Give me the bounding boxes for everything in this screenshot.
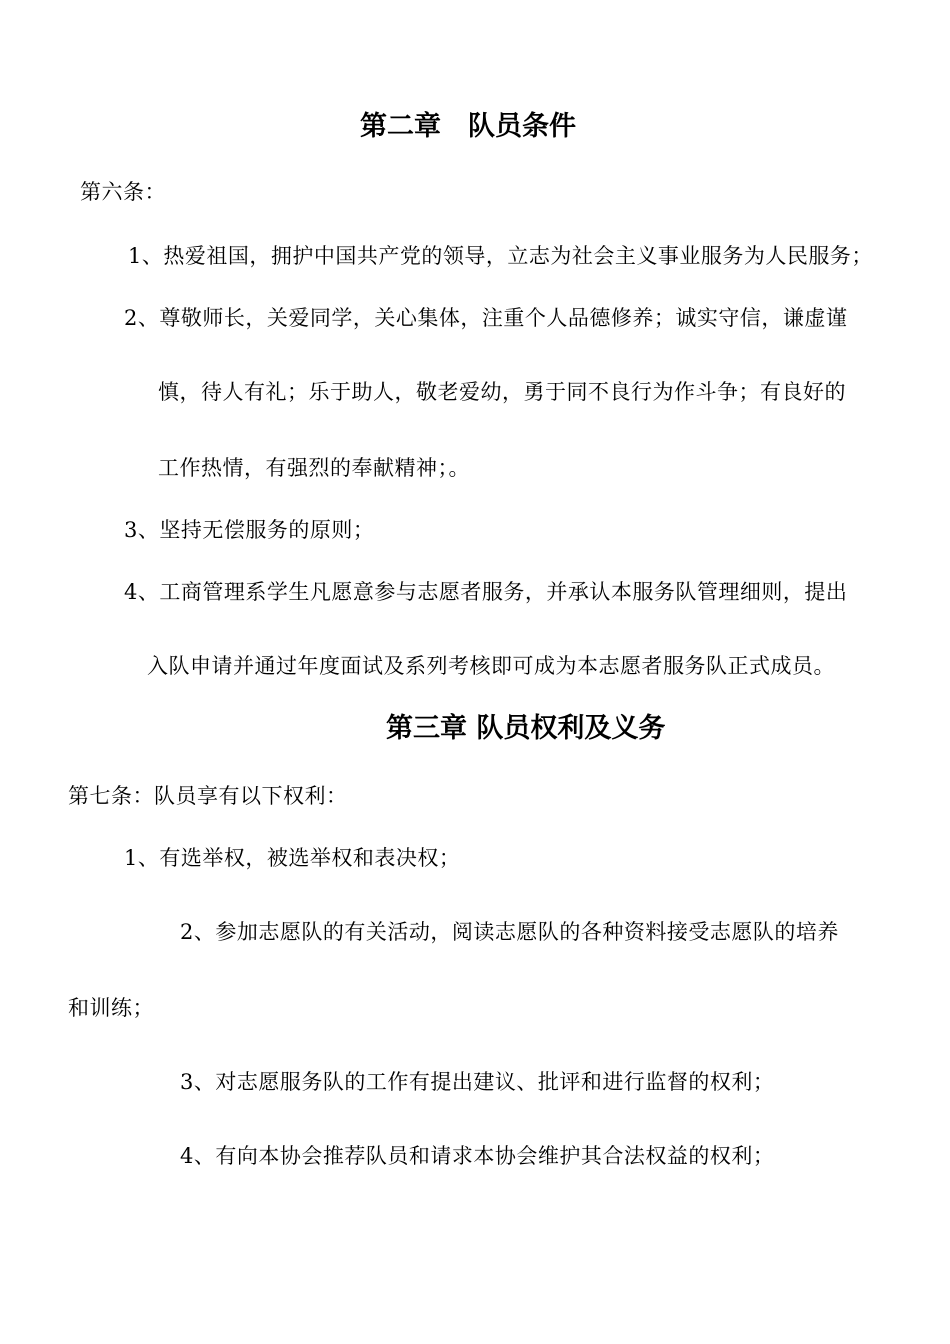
chapter-3-title: 第三章 队员权利及义务 — [386, 713, 666, 744]
article-6-item-3: 3、坚持无偿服务的原则； — [124, 518, 375, 542]
article-6-item-2-line-3: 工作热情，有强烈的奉献精神；。 — [158, 456, 470, 480]
article-7-item-2-line-2: 和训练； — [68, 996, 154, 1020]
article-7-item-4: 4、有向本协会推荐队员和请求本协会维护其合法权益的权利； — [180, 1144, 775, 1168]
article-7-item-3: 3、对志愿服务队的工作有提出建议、批评和进行监督的权利； — [180, 1070, 775, 1094]
article-6-item-4-line-1: 4、工商管理系学生凡愿意参与志愿者服务，并承认本服务队管理细则，提出 — [124, 580, 848, 604]
article-7-item-1: 1、有选举权，被选举权和表决权； — [124, 846, 461, 870]
article-7-item-2-line-1: 2、参加志愿队的有关活动，阅读志愿队的各种资料接受志愿队的培养 — [180, 920, 839, 944]
chapter-2-title: 第二章 队员条件 — [360, 111, 576, 142]
article-6-item-2-line-2: 慎，待人有礼；乐于助人，敬老爱幼，勇于同不良行为作斗争；有良好的 — [158, 380, 846, 404]
article-6-item-1: 1、热爱祖国，拥护中国共产党的领导，立志为社会主义事业服务为人民服务； — [128, 244, 873, 268]
article-6-item-4-line-2: 入队申请并通过年度面试及系列考核即可成为本志愿者服务队正式成员。 — [147, 654, 835, 678]
article-6-item-2-line-1: 2、尊敬师长，关爱同学，关心集体，注重个人品德修养；诚实守信，谦虚谨 — [124, 306, 848, 330]
article-6-label: 第六条： — [80, 180, 166, 204]
article-7-label: 第七条：队员享有以下权利： — [68, 784, 348, 808]
